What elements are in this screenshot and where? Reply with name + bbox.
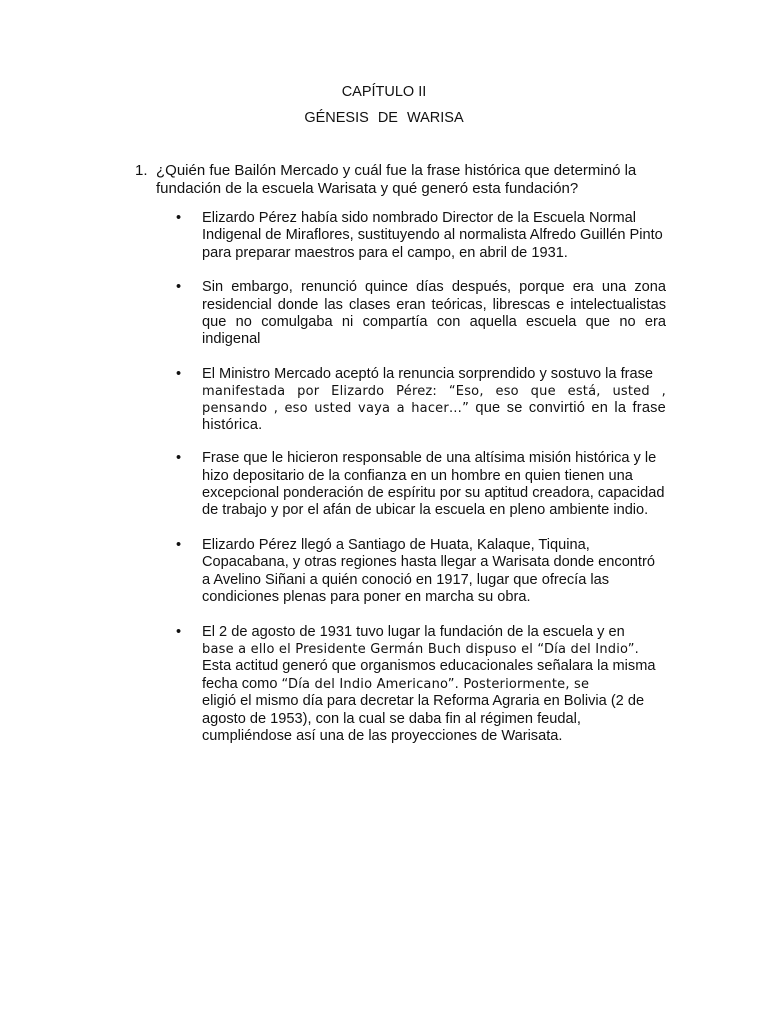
question-number: 1. xyxy=(135,162,148,179)
bullet-text: Sin embargo, renunció quince días después, porque era una zona residencial donde las clases eran teóricas, librescas e intelectualistas que no comulgaba ni compartía con aquella escuela que no era indigenal xyxy=(202,279,666,348)
bullet-item xyxy=(176,450,666,520)
bullet-text: Frase que le hicieron responsable de una altísima misión histórica y le hizo depositario de la confianza en un hombre en quien tienen una excepcional ponderación de espíritu por su aptitud creadora, capacidad de trabajo y por el afán de ubicar la escuela en pleno ambiente indio. xyxy=(202,450,665,519)
bullet-icon: • xyxy=(176,450,182,467)
bullet-item xyxy=(176,624,666,746)
bullet-text: base a ello el Presidente Germán Buch dispuso el “Día del Indio”. xyxy=(202,641,639,657)
bullet-item xyxy=(176,279,666,349)
question-text: ¿Quién fue Bailón Mercado y cuál fue la frase histórica que determinó la fundación de la escuela Warisata y qué generó esta fundación? xyxy=(156,162,637,197)
chapter-title: GÉNESIS DE WARISA xyxy=(304,110,464,126)
bullet-icon: • xyxy=(176,210,182,226)
bullet-icon: • xyxy=(176,279,182,296)
bullet-text: Esta actitud generó que organismos educacionales señalara la misma fecha como xyxy=(202,658,656,692)
quoted-phrase: manifestada por Elizardo Pérez: “Eso, eso que está, usted , pensando , eso usted vaya a hacer…” xyxy=(202,384,666,417)
bullet-text: Elizardo Pérez llegó a Santiago de Huata, Kalaque, Tiquina, Copacabana, y otras regiones hasta llegar a Warisata donde encontró a Avelino Siñani a quién conoció en 1917, lugar que ofrecía las condiciones plenas para poner en marcha su obra. xyxy=(202,536,655,606)
bullet-text: Elizardo Pérez había sido nombrado Director de la Escuela Normal Indigenal de Miraflores, sustituyendo al normalista Alfredo Guillén Pinto para preparar maestros para el campo, en abril de 1931. xyxy=(202,210,663,261)
bullet-text: que se convirtió en la frase histórica. xyxy=(202,400,666,434)
answer-bullet-list xyxy=(176,210,666,761)
quoted-phrase: “Día del Indio Americano”. Posteriormente, se xyxy=(281,676,590,692)
bullet-icon: • xyxy=(176,623,182,640)
bullet-text: El 2 de agosto de 1931 tuvo lugar la fundación de la escuela y en xyxy=(202,623,625,640)
bullet-icon: • xyxy=(176,365,182,382)
bullet-text: El Ministro Mercado aceptó la renuncia sorprendido y sostuvo la frase xyxy=(202,365,654,382)
bullet-text: eligió el mismo día para decretar la Reforma Agraria en Bolivia (2 de agosto de 1953), con la cual se daba fin al régimen feudal, cumpliéndose así una de las proyecciones de Warisata. xyxy=(202,693,645,744)
chapter-heading: CAPÍTULO II xyxy=(341,84,427,100)
bullet-icon: • xyxy=(176,536,182,553)
bullet-item xyxy=(176,210,666,262)
bullet-item xyxy=(176,366,666,434)
bullet-item xyxy=(176,537,666,607)
